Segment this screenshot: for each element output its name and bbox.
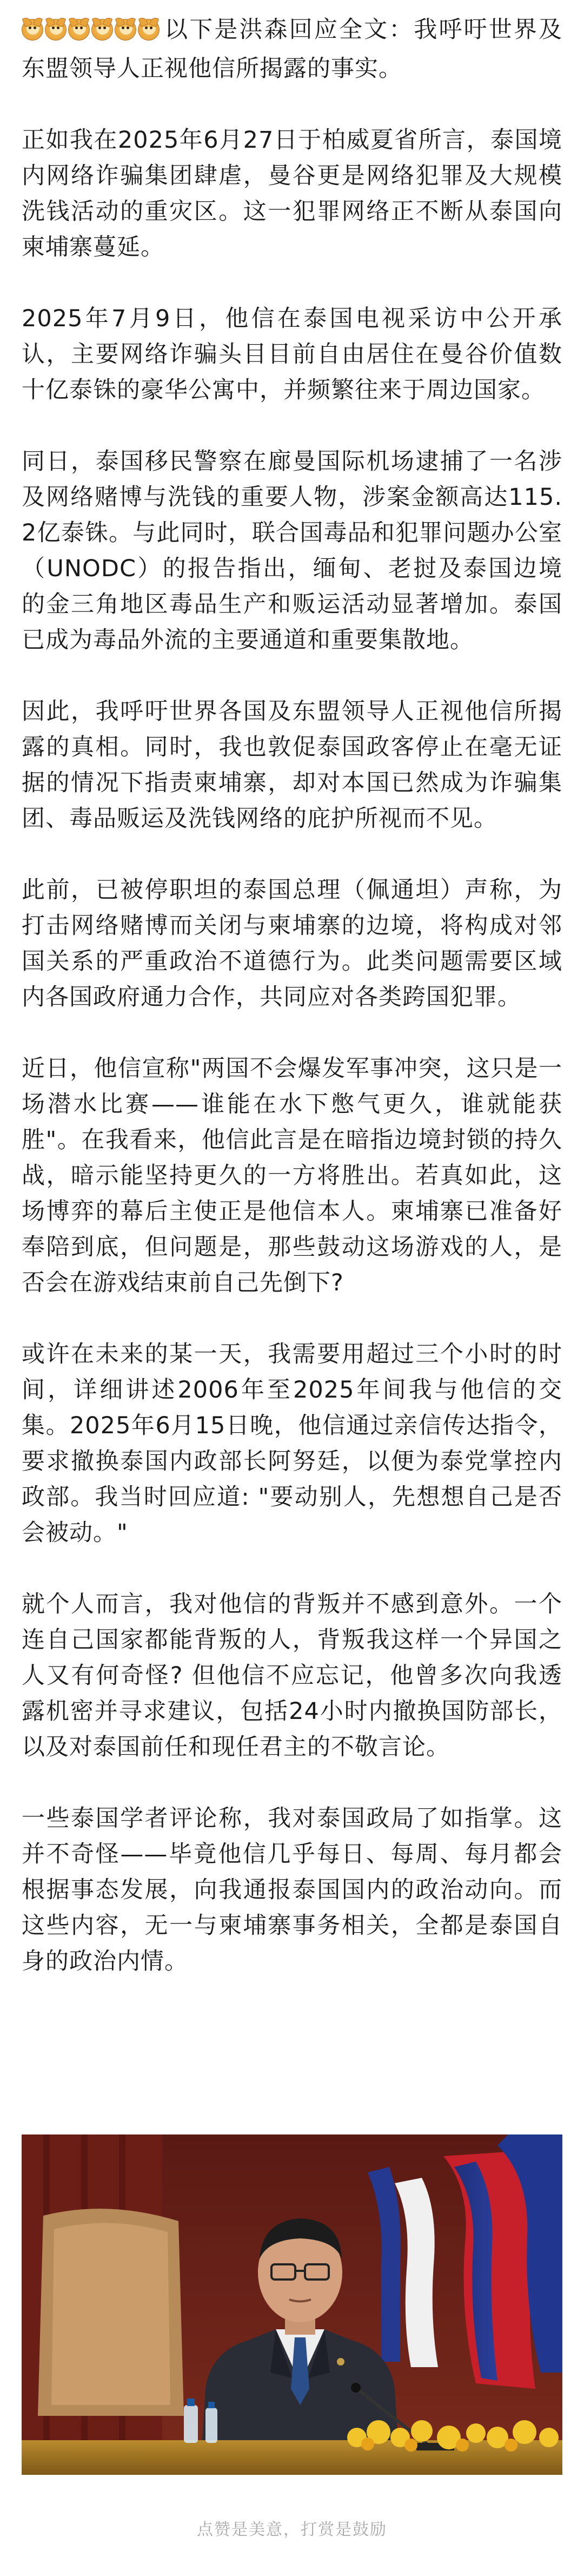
- cat-emoji-icon: [138, 19, 160, 41]
- article-paragraph: 同日，泰国移民警察在廊曼国际机场逮捕了一名涉及网络赌博与洗钱的重要人物，涉案金额高达115.2亿泰铢。与此同时，联合国毒品和犯罪问题办公室（UNODC）的报告指出，缅甸、老挝及泰国边境的金三角地区毒品生产和贩运活动显著增加。泰国已成为毒品外流的主要通道和重要集散地。: [22, 448, 562, 654]
- article-paragraph: 2025年7月9日，他信在泰国电视采访中公开承认，主要网络诈骗头目目前自由居住在曼谷价值数十亿泰铢的豪华公寓中，并频繁往来于周边国家。: [22, 305, 562, 404]
- article-photo[interactable]: [22, 2134, 562, 2475]
- cat-emoji-icon: [45, 19, 67, 41]
- cat-emoji-icon: [68, 19, 90, 41]
- article-paragraph: 此前，已被停职坦的泰国总理（佩通坦）声称，为打击网络赌博而关闭与柬埔寨的边境，将构成对邻国关系的严重政治不道德行为。此类问题需要区域内各国政府通力合作，共同应对各类跨国犯罪。: [22, 877, 562, 1011]
- cat-emoji-icon: [22, 19, 43, 41]
- article-paragraph: 正如我在2025年6月27日于柏威夏省所言，泰国境内网络诈骗集团肆虐，曼谷更是网络犯罪及大规模洗钱活动的重灾区。这一犯罪网络正不断从泰国向柬埔寨蔓延。: [22, 127, 562, 261]
- article-paragraph: 就个人而言，我对他信的背叛并不感到意外。一个连自己国家都能背叛的人，背叛我这样一个异国之人又有何奇怪? 但他信不应忘记，他曾多次向我透露机密并寻求建议，包括24小时内撤换国防部长，以及对泰国前任和现任君主的不敬言论。: [22, 1591, 562, 1761]
- cat-emoji-icon: [115, 19, 136, 41]
- cat-emoji-icon: [91, 19, 113, 41]
- article-paragraph: 或许在未来的某一天，我需要用超过三个小时的时间，详细讲述2006年至2025年间我与他信的交集。2025年6月15日晚，他信通过亲信传达指令，要求撤换泰国内政部长阿努廷，以便为泰党掌控内政部。我当时回应道: "要动别人，先想想自己是否会被动。": [22, 1341, 562, 1546]
- article-paragraph: 近日，他信宣称"两国不会爆发军事冲突，这只是一场潜水比赛——谁能在水下憋气更久，谁就能获胜"。在我看来，他信此言是在暗指边境封锁的持久战，暗示能坚持更久的一方将胜出。若真如此，这场博弈的幕后主使正是他信本人。柬埔寨已准备好奉陪到底，但问题是，那些鼓动这场游戏的人，是否会在游戏结束前自己先倒下?: [22, 1055, 562, 1296]
- article-paragraph: 一些泰国学者评论称，我对泰国政局了如指掌。这并不奇怪——毕竟他信几乎每日、每周、每月都会根据事态发展，向我通报泰国国内的政治动向。而这些内容，无一与柬埔寨事务相关，全都是泰国自身的政治内情。: [22, 1805, 562, 1975]
- reward-caption: 点赞是美意，打赏是鼓励: [197, 2520, 387, 2539]
- article-paragraph-intro: [22, 12, 562, 87]
- article-paragraph-text: 以下是洪森回应全文：我呼吁世界及东盟领导人正视他信所揭露的事实。: [22, 16, 562, 82]
- article-body: [22, 12, 562, 2015]
- photo-portrait-icon: [22, 2134, 562, 2475]
- article-paragraph: 因此，我呼吁世界各国及东盟领导人正视他信所揭露的真相。同时，我也敦促泰国政客停止在毫无证据的情况下指责柬埔寨，却对本国已然成为诈骗集团、毒品贩运及洗钱网络的庇护所视而不见。: [22, 698, 562, 832]
- emoji-row: [22, 15, 161, 51]
